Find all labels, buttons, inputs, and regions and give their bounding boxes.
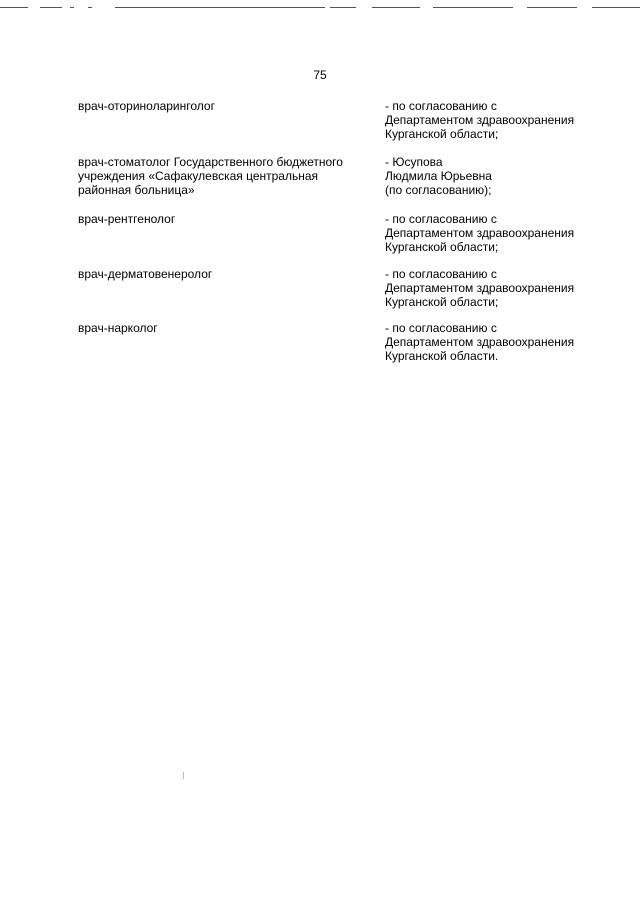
contact-line: Департаментом здравоохранения: [385, 226, 575, 240]
member-contact: [376, 212, 617, 254]
member-contact: [376, 99, 617, 141]
contact-line: Департаментом здравоохранения: [385, 113, 575, 127]
list-item: [78, 321, 608, 377]
list-item: [78, 267, 608, 321]
list-item: [78, 212, 608, 267]
scan-artifact-top: [0, 7, 640, 10]
contact-line: Курганской области.: [385, 349, 499, 363]
contact-line: Людмила Юрьевна: [385, 169, 492, 183]
member-contact: [376, 321, 617, 363]
member-role: врач-нарколог: [78, 321, 158, 335]
member-role: врач-рентгенолог: [78, 212, 176, 226]
contact-line: - Юсупова: [385, 155, 443, 169]
contact-line: Департаментом здравоохранения: [385, 335, 575, 349]
contact-line: - по согласованию с: [385, 267, 497, 281]
member-contact: [376, 267, 617, 309]
contact-line: (по согласованию);: [385, 183, 492, 197]
member-role: врач-дерматовенеролог: [78, 267, 213, 281]
member-role: врач-стоматолог Государственного бюджетного учреждения «Сафакулевская центральная районная больница»: [78, 155, 343, 197]
contact-line: - по согласованию с: [385, 99, 497, 113]
contact-line: Курганской области;: [385, 240, 499, 254]
contact-line: - по согласованию с: [385, 321, 497, 335]
commission-member-list: [78, 99, 608, 377]
page-number: 75: [313, 68, 327, 82]
contact-line: - по согласованию с: [385, 212, 497, 226]
contact-line: Курганской области;: [385, 127, 499, 141]
contact-line: Департаментом здравоохранения: [385, 281, 575, 295]
contact-line: Курганской области;: [385, 295, 499, 309]
list-item: [78, 155, 608, 212]
member-role: врач-оториноларинголог: [78, 99, 215, 113]
list-item: [78, 99, 608, 155]
scan-speck: [183, 772, 184, 779]
member-contact: [376, 155, 617, 197]
